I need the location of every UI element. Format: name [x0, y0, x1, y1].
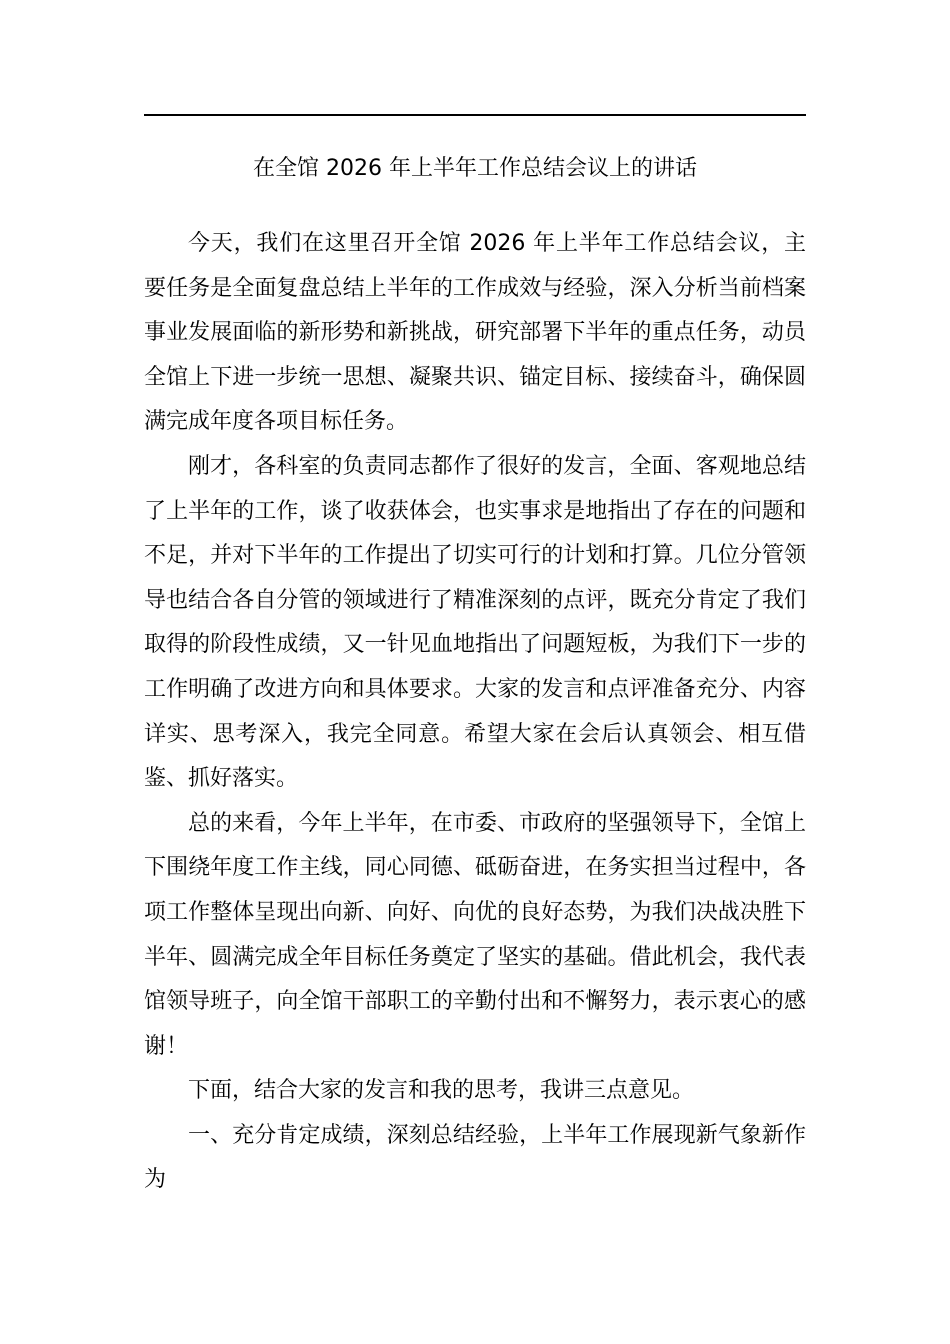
- paragraph-summary: 总的来看，今年上半年，在市委、市政府的坚强领导下，全馆上下围绕年度工作主线，同心同德、砥砺奋进，在务实担当过程中，各项工作整体呈现出向新、向好、向优的良好态势，为我们决战决胜下半年、圆满完成全年目标任务奠定了坚实的基础。借此机会，我代表馆领导班子，向全馆干部职工的辛勤付出和不懈努力，表示衷心的感谢！: [144, 810, 806, 1059]
- section-heading-1: 一、充分肯定成绩，深刻总结经验，上半年工作展现新气象新作为: [144, 1122, 806, 1193]
- paragraph-transition: 下面，结合大家的发言和我的思考，我讲三点意见。: [188, 1078, 695, 1104]
- header-rule: [144, 114, 806, 116]
- paragraph-review: 刚才，各科室的负责同志都作了很好的发言，全面、客观地总结了上半年的工作，谈了收获体会，也实事求是地指出了存在的问题和不足，并对下半年的工作提出了切实可行的计划和打算。几位分管领导也结合各自分管的领域进行了精准深刻的点评，既充分肯定了我们取得的阶段性成绩，又一针见血地指出了问题短板，为我们下一步的工作明确了改进方向和具体要求。大家的发言和点评准备充分、内容详实、思考深入，我完全同意。希望大家在会后认真领会、相互借鉴、抓好落实。: [144, 453, 806, 792]
- paragraph-opening: 今天，我们在这里召开全馆 2026 年上半年工作总结会议，主要任务是全面复盘总结上半年的工作成效与经验，深入分析当前档案事业发展面临的新形势和新挑战，研究部署下半年的重点任务，动员全馆上下进一步统一思想、凝聚共识、锚定目标、接续奋斗，确保圆满完成年度各项目标任务。: [144, 231, 806, 435]
- document-title: 在全馆 2026 年上半年工作总结会议上的讲话: [253, 156, 697, 181]
- document-body: [144, 222, 806, 1203]
